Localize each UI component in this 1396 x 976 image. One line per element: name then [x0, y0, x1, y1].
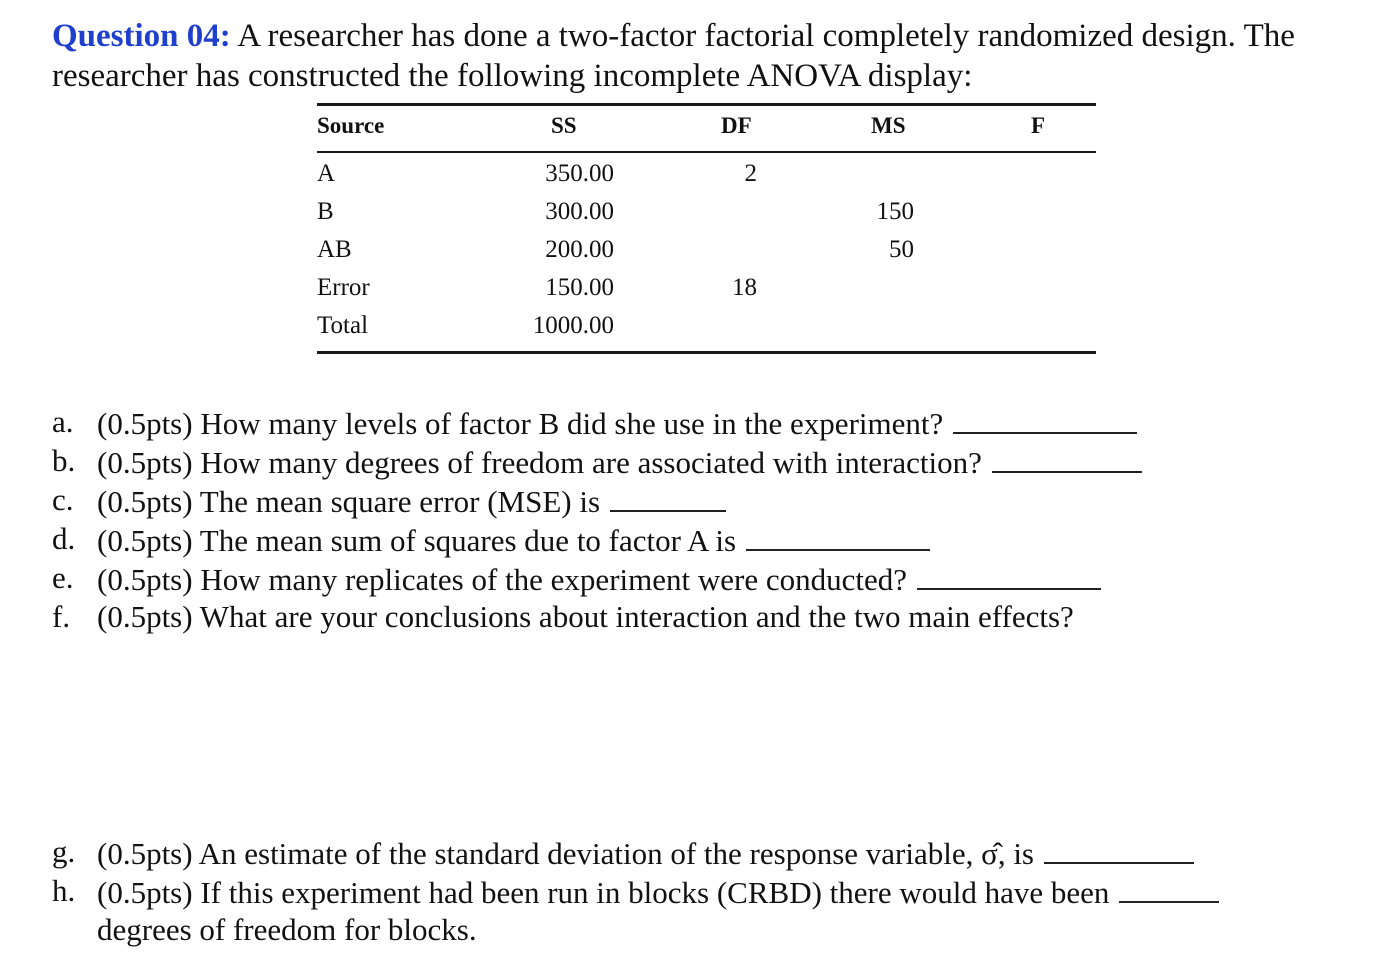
answer-blank-h[interactable] [1119, 871, 1219, 903]
item-text: (0.5pts) How many levels of factor B did she use in the experiment? [97, 406, 944, 441]
row-ab-ms: 50 [889, 236, 914, 263]
row-total-source: Total [317, 312, 369, 339]
row-ab-ss: 200.00 [545, 236, 614, 263]
answer-blank-e[interactable] [917, 558, 1101, 590]
item-text: (0.5pts) The mean sum of squares due to factor A is [97, 523, 737, 558]
item-letter: b. [52, 443, 76, 478]
answer-blank-g[interactable] [1044, 832, 1194, 864]
item-text: (0.5pts) How many degrees of freedom are associated with interaction? [97, 445, 982, 480]
row-a-ss: 350.00 [545, 160, 614, 187]
row-error-df: 18 [732, 274, 757, 301]
question-label: Question 04: [52, 18, 231, 54]
item-text-continued: degrees of freedom for blocks. [97, 912, 477, 947]
item-text: (0.5pts) What are your conclusions about interaction and the two main effects? [97, 599, 1074, 634]
row-b-source: B [317, 198, 334, 225]
row-a-df: 2 [744, 160, 757, 187]
answer-blank-d[interactable] [746, 519, 930, 551]
question-header [52, 16, 1372, 96]
item-text: (0.5pts) The mean square error (MSE) is [97, 484, 601, 519]
header-ms: MS [871, 113, 906, 138]
item-letter: e. [52, 560, 74, 595]
anova-table [317, 103, 1096, 353]
item-text: (0.5pts) If this experiment had been run in blocks (CRBD) there would have been [97, 875, 1110, 910]
item-letter: f. [52, 599, 71, 634]
item-letter: h. [52, 873, 76, 908]
row-total-ss: 1000.00 [532, 312, 614, 339]
question-intro: A researcher has done a two-factor factorial completely randomized design. The researcher has constructed the following incomplete ANOVA display: [52, 18, 1295, 94]
answer-blank-a[interactable] [953, 402, 1137, 434]
row-a-source: A [317, 160, 336, 187]
header-source: Source [317, 113, 385, 138]
item-letter: c. [52, 482, 74, 517]
header-df: DF [721, 113, 752, 138]
row-ab-source: AB [317, 236, 352, 263]
row-error-ss: 150.00 [545, 274, 614, 301]
table-header-rule [317, 151, 1096, 153]
row-b-ss: 300.00 [545, 198, 614, 225]
row-error-source: Error [317, 274, 370, 301]
table-bottom-rule [317, 351, 1096, 354]
item-letter: a. [52, 404, 74, 439]
table-top-rule [317, 103, 1096, 106]
answer-blank-c[interactable] [610, 480, 726, 512]
answer-blank-b[interactable] [992, 441, 1142, 473]
header-ss: SS [551, 113, 577, 138]
row-b-ms: 150 [876, 198, 914, 225]
header-f: F [1031, 113, 1046, 138]
item-text: (0.5pts) How many replicates of the experiment were conducted? [97, 562, 907, 597]
item-letter: g. [52, 834, 76, 869]
item-letter: d. [52, 521, 76, 556]
item-text: (0.5pts) An estimate of the standard deviation of the response variable, σ̂, is [97, 836, 1034, 871]
